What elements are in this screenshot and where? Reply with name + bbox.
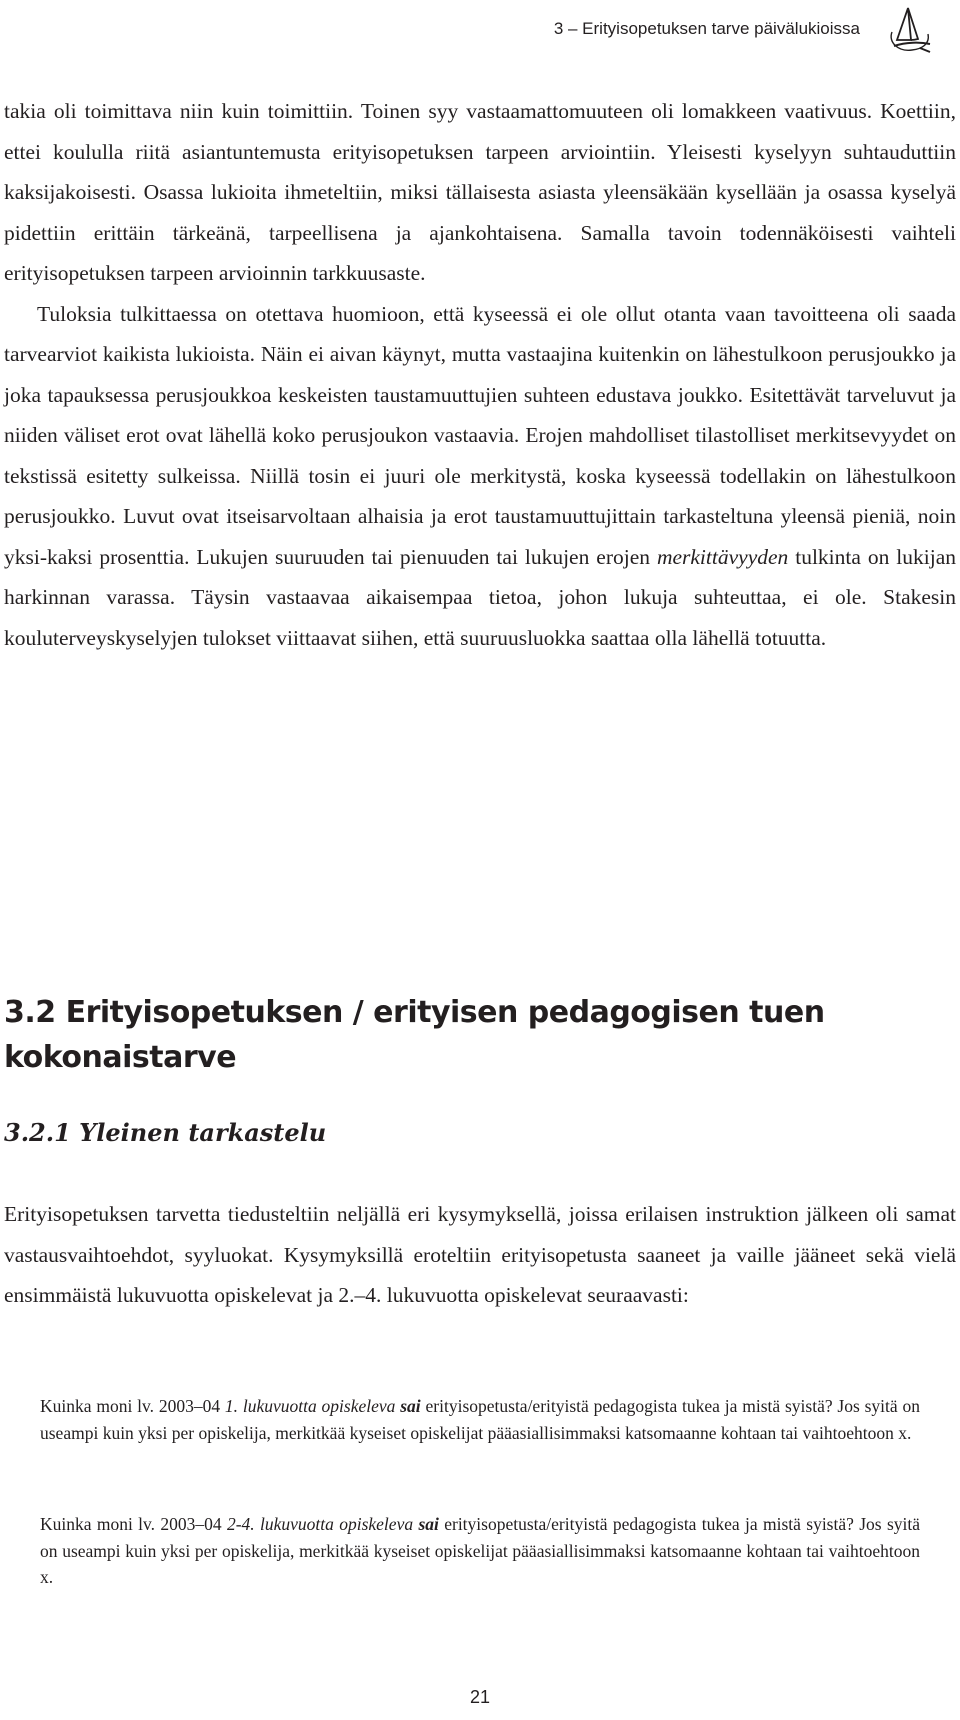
section-heading: 3.2 Erityisopetuksen / erityisen pedagogisen tuen kokonaistarve	[4, 995, 825, 1075]
question-student-group: 1. lukuvuotta opiskeleva	[224, 1396, 396, 1416]
paragraph-text: Tuloksia tulkittaessa on otettava huomioon, että kyseessä ei ole ollut otanta vaan tavoitteena oli saada tarvearviot kaikista lukioista. Näin ei aivan käynyt, mutta vastaajina kuitenkin on lähestulkoon perusjoukko ja joka tapauksessa perusjoukkoa keskeisten taustamuuttujien suhteen edustava joukko. Esitettävät tarveluvut ja niiden väliset erot ovat lähellä koko perusjoukon vastaavia. Erojen mahdolliset tilastolliset merkitsevyydet on tekstissä esitetty sulkeissa. Niillä tosin ei juuri ole merkitystä, koska kyseessä todellakin on lähestulkoon perusjoukko. Luvut ovat itseisarvoltaan alhaisia ja erot taustamuuttujittain tarkasteltuna yleensä pieniä, noin yksi-kaksi prosenttia. Lukujen suuruuden tai pienuuden tai lukujen erojen	[4, 301, 956, 569]
sail-emblem-icon	[884, 4, 934, 54]
question-prefix: Kuinka moni lv. 2003–04	[40, 1396, 225, 1416]
paragraph-continued: takia oli toimittava niin kuin toimittiin. Toinen syy vastaamattomuuteen oli lomakkeen vaativuus. Koettiin, ettei koululla riitä asiantuntemusta erityisopetuksen tarpeen arviointiin. Yleisesti kyselyyn suhtauduttiin kaksijakoisesti. Osassa lukioita ihmeteltiin, miksi tällaisesta asiasta yleensäkään kysellään ja osassa kyselyä pidettiin erittäin tärkeänä, tarpeellisena ja ajankohtaisena. Samalla tavoin todennäköisesti vaihteli erityisopetuksen tarpeen arvioinnin tarkkuusaste.	[4, 99, 956, 285]
body-text-section	[4, 1194, 956, 1316]
question-verb: sai	[418, 1514, 439, 1534]
survey-question	[40, 1511, 920, 1591]
body-text	[4, 91, 956, 658]
paragraph-intro: Erityisopetuksen tarvetta tiedusteltiin neljällä eri kysymyksellä, joissa erilaisen instruktion jälkeen oli samat vastausvaihtoehdot, syyluokat. Kysymyksillä eroteltiin erityisopetusta saaneet ja vaille jääneet sekä vielä ensimmäistä lukuvuotta opiskelevat ja 2.–4. lukuvuotta opiskelevat seuraavasti:	[4, 1202, 956, 1307]
question-prefix: Kuinka moni lv. 2003–04	[40, 1514, 227, 1534]
survey-question	[40, 1393, 920, 1446]
running-header: 3 – Erityisopetuksen tarve päivälukioissa	[553, 19, 860, 38]
question-text: erityisopetusta/erityistä pedagogista tukea ja mistä syistä? Jos syitä on useampi kuin yksi per opiskelija, merkitkää kyseiset opiskelijat pääasiallisimmaksi katsomaanne kohtaan tai vaihtoehtoon x.	[40, 1514, 920, 1587]
subsection-heading: 3.2.1 Yleinen tarkastelu	[4, 1118, 327, 1147]
paragraph-interpretation	[4, 294, 956, 659]
emphasized-term: merkittävyyden	[656, 544, 789, 569]
paragraph-text: tulkinta on lukijan harkinnan varassa. Täysin vastaavaa aikaisempaa tietoa, johon lukuja suhteuttaa, ei ole. Stakesin kouluterveyskyselyjen tulokset viittaavat siihen, että suuruusluokka saattaa olla lähellä totuutta.	[4, 544, 956, 650]
page-number: 21	[469, 1687, 491, 1707]
question-verb: sai	[400, 1396, 421, 1416]
question-text: erityisopetusta/erityistä pedagogista tukea ja mistä syistä? Jos syitä on useampi kuin yksi per opiskelija, merkitkää kyseiset opiskelijat pääasiallisimmaksi katsomaanne kohtaan tai vaihtoehtoon x.	[40, 1396, 921, 1443]
question-student-group: 2-4. lukuvuotta opiskeleva	[226, 1514, 414, 1534]
